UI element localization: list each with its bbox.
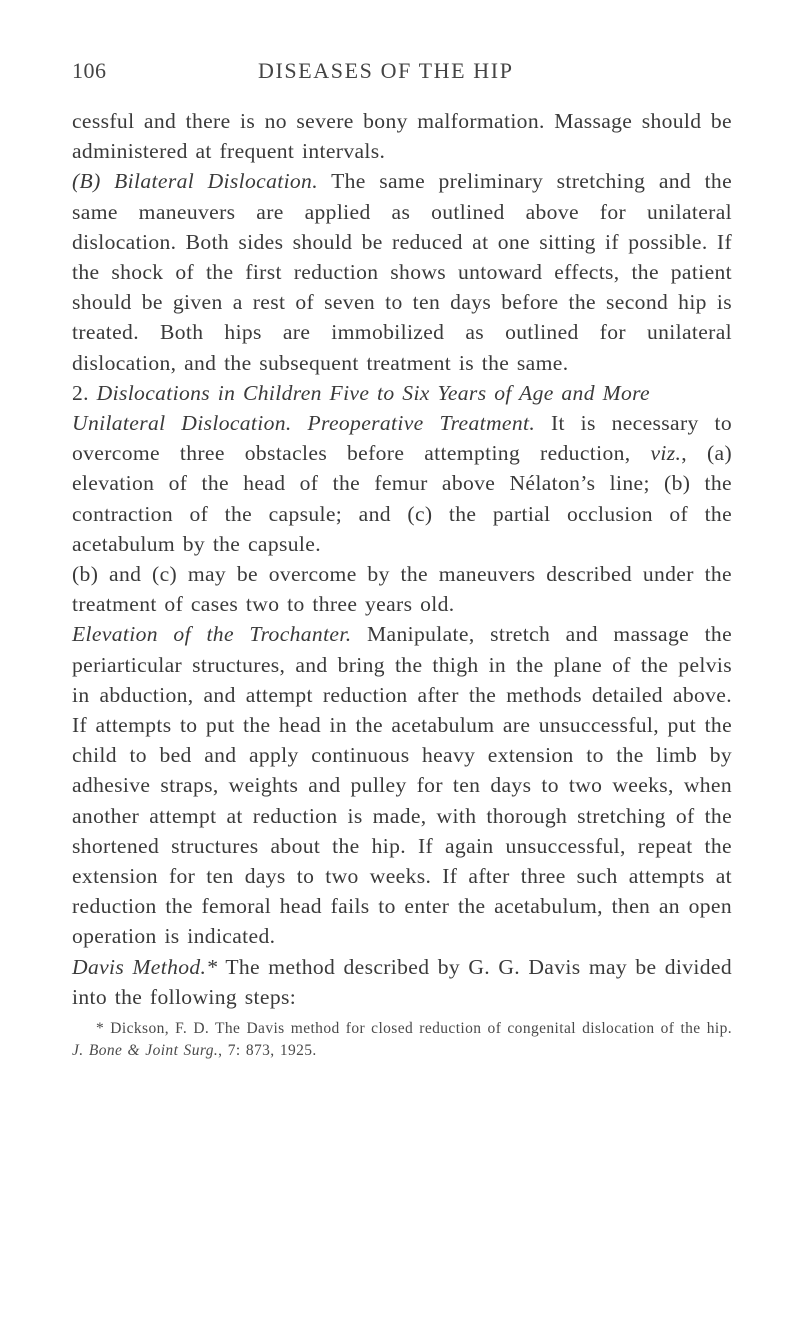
section-number: 2. xyxy=(72,380,97,405)
paragraph-text: The same preliminary stretching and the same maneuvers are applied as outlined above for unilateral dislocation. Both sides should be reduced at one sitting if possible. If the shock of the first reduction shows untoward effects, the patient should be given a rest of seven to ten days before the second hip is treated. Both hips are immobilized as outlined for unilateral dislocation, and the subsequent treatment is the same. xyxy=(72,169,733,375)
chapter-title: DISEASES OF THE HIP xyxy=(258,58,514,83)
section-label: (B) Bilateral Dislocation. xyxy=(72,169,318,194)
paragraph-obstacles xyxy=(72,559,732,619)
paragraph-bilateral-dislocation xyxy=(72,166,732,377)
footnote-text: * Dickson, F. D. The Davis method for closed reduction of congenital dislocation of the hip. xyxy=(96,1020,732,1038)
paragraph-text: The method described by G. G. Davis may be divided into the following steps: xyxy=(72,954,732,1009)
page-number: 106 xyxy=(72,58,107,83)
paragraph-elevation-trochanter xyxy=(72,619,732,951)
body-text xyxy=(72,106,732,1012)
paragraph-text: cessful and there is no severe bony malformation. Massage should be administered at frequent intervals. xyxy=(72,109,732,164)
section-label: Unilateral Dislocation. Preoperative Treatment. xyxy=(72,411,536,436)
footnote-journal: J. Bone & Joint Surg. xyxy=(72,1042,219,1060)
footnote xyxy=(72,1018,732,1062)
paragraph-text: Manipulate, stretch and massage the periarticular structures, and bring the thigh in the plane of the pelvis in abduction, and attempt reduction after the methods detailed above. If attempts to put the head in the acetabulum are unsuccessful, put the child to bed and apply continuous heavy extension to the limb by adhesive straps, weights and pulley for ten days to two weeks, when another attempt at reduction is made, with thorough stretching of the shortened structures about the hip. If again unsuccessful, repeat the extension for ten days to two weeks. If after three such attempts at reduction the femoral head fails to enter the acetabulum, then an open operation is indicated. xyxy=(72,622,732,949)
viz-abbrev: viz. xyxy=(650,441,682,466)
paragraph-text: (b) and (c) may be overcome by the maneuvers described under the treatment of cases two to three years old. xyxy=(72,562,732,617)
running-head xyxy=(72,58,732,88)
paragraph-text: , (a) elevation of the head of the femur above Nélaton’s line; (b) the contraction of the capsule; and (c) the partial occlusion of the acetabulum by the capsule. xyxy=(72,441,733,556)
paragraph-continuation xyxy=(72,106,732,166)
paragraph-text: It is necessary to overcome three obstacles before attempting reduction, xyxy=(72,411,732,466)
section-heading-text: Dislocations in Children Five to Six Years of Age and More xyxy=(96,380,650,405)
book-page xyxy=(72,58,732,1062)
section-label: Elevation of the Trochanter. xyxy=(72,622,352,647)
section-heading xyxy=(72,378,732,408)
paragraph-davis-method xyxy=(72,952,732,1012)
footnote-citation: , 7: 873, 1925. xyxy=(218,1042,317,1060)
paragraph-preoperative-treatment xyxy=(72,408,732,559)
section-label: Davis Method.* xyxy=(72,954,218,979)
